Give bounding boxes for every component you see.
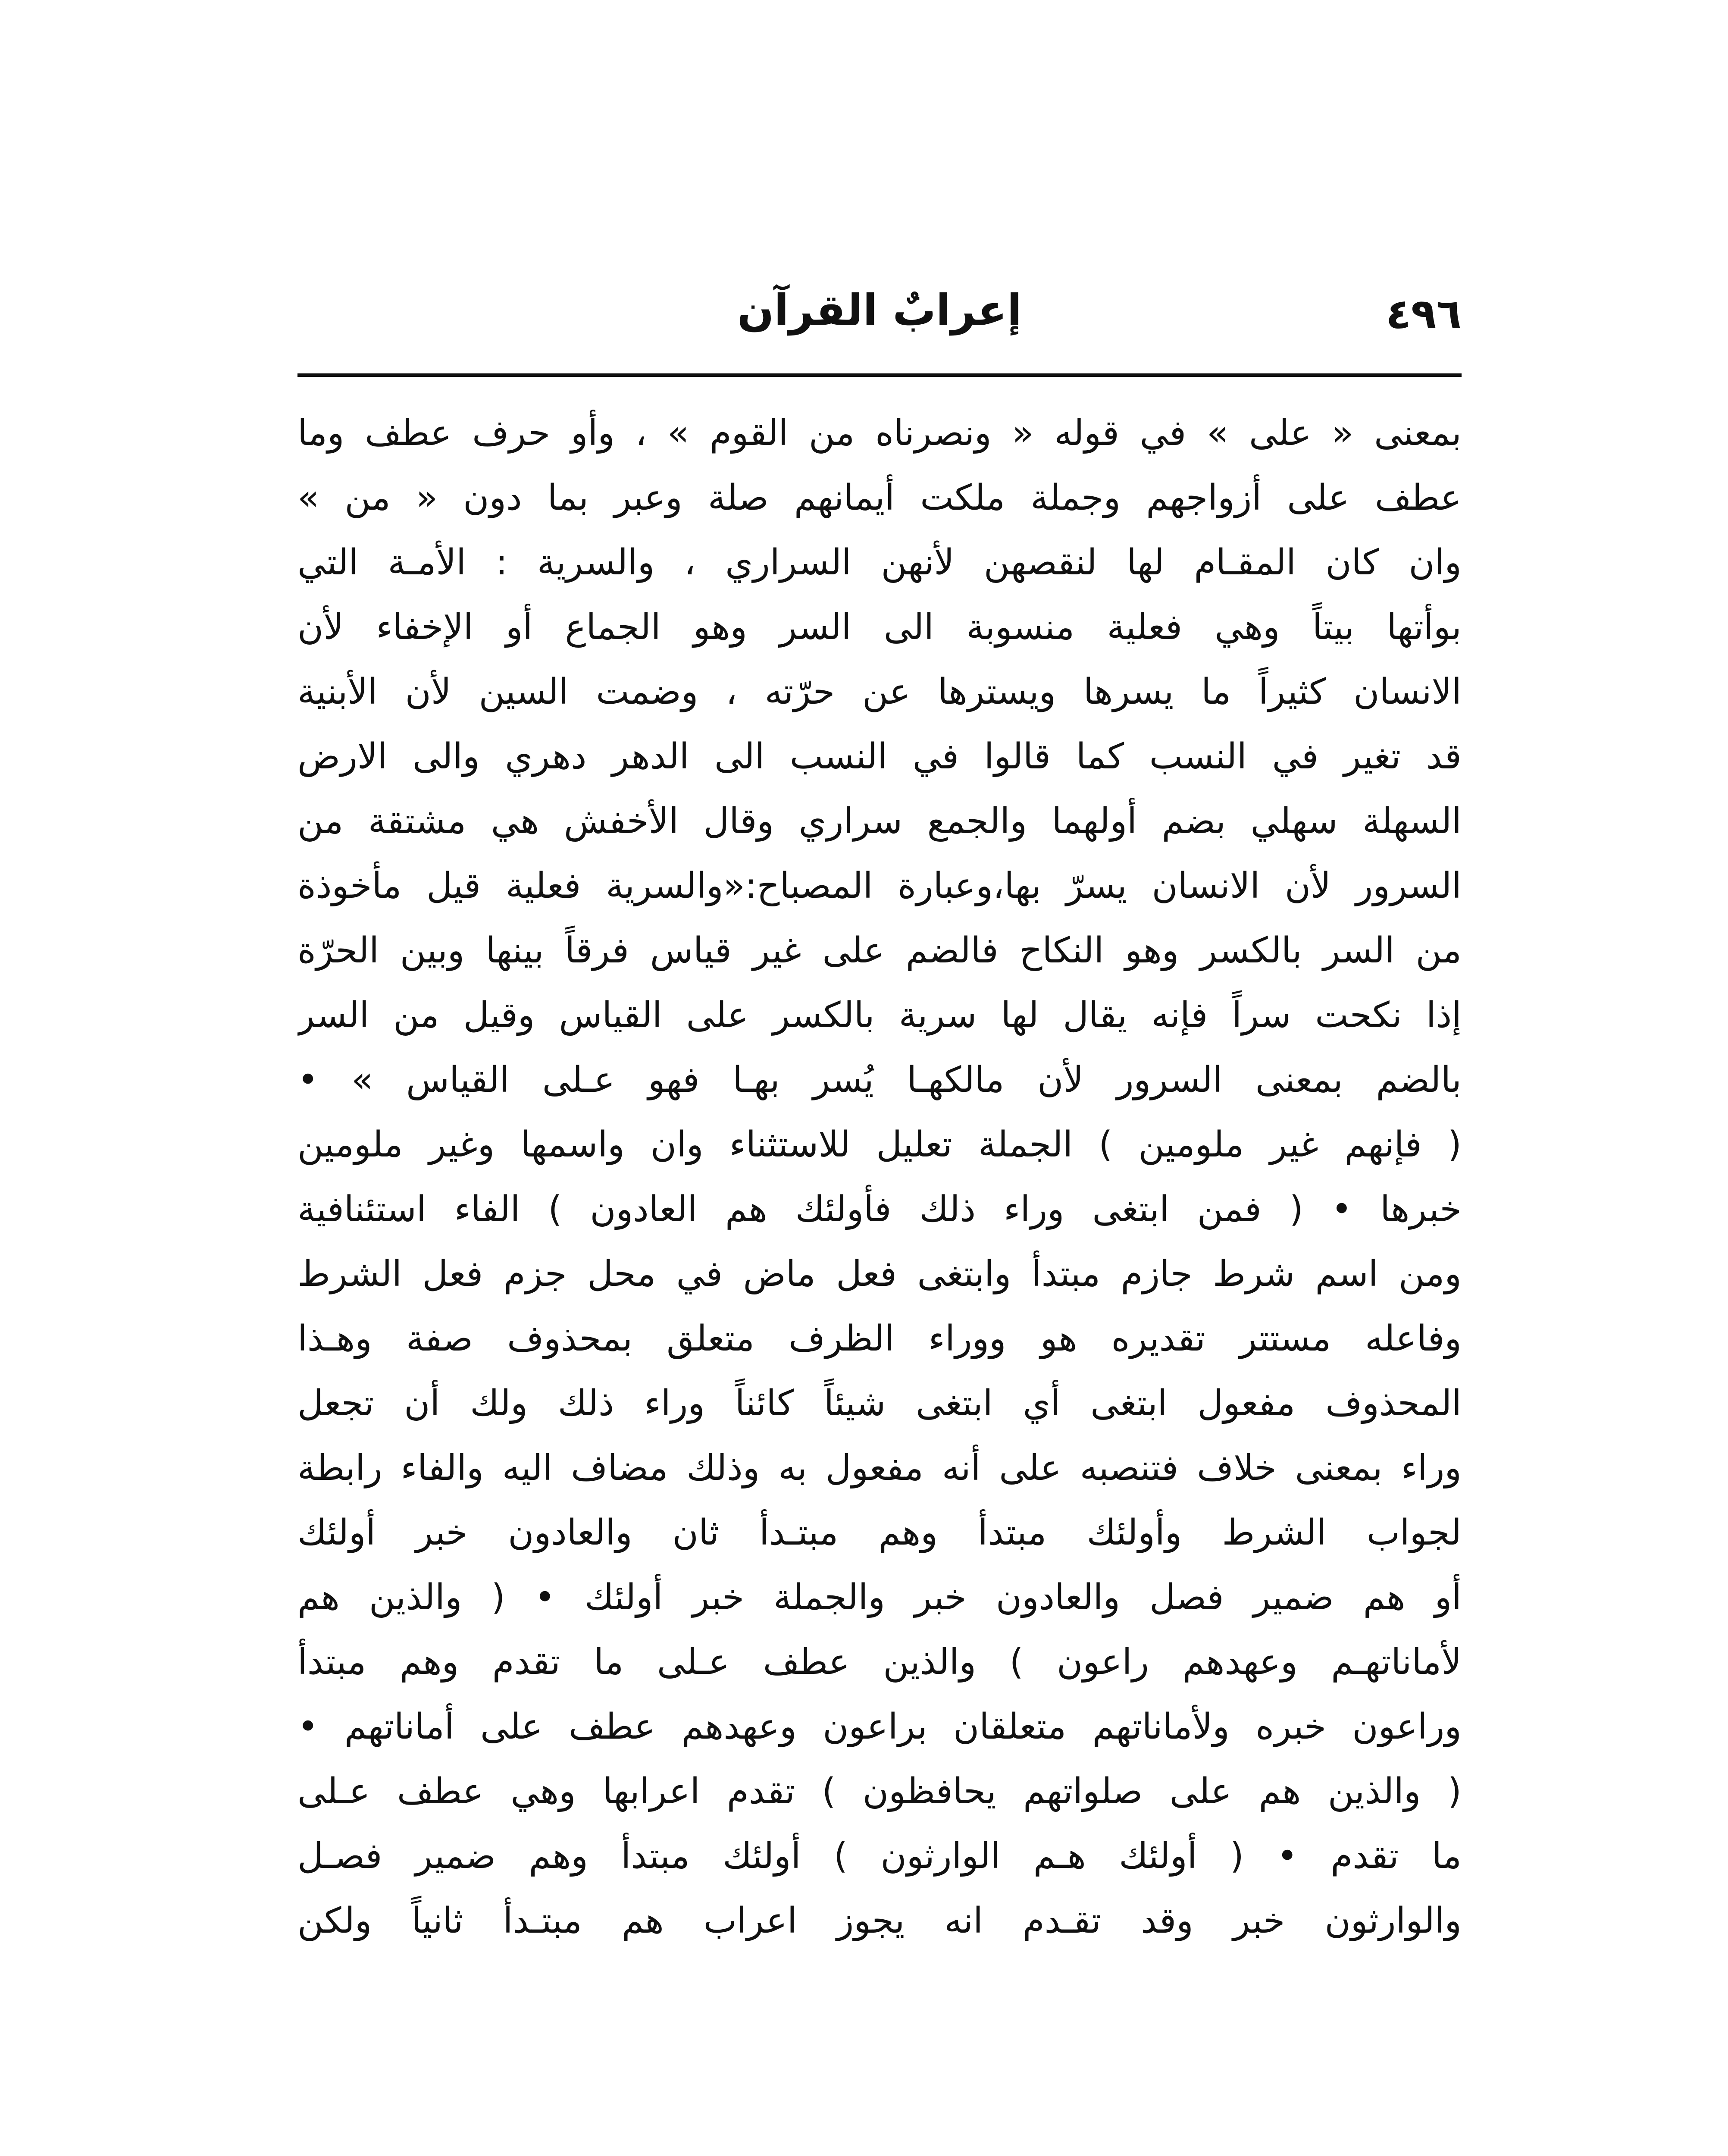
text-line: وراعون خبره ولأماناتهم متعلقان براعون وعهدهم عطف على أماناتهم • [297,1706,1462,1747]
text-line: أو هم ضمير فصل والعادون خبر والجملة خبر أولئك • ( والذين هم [297,1577,1462,1618]
text-line: بمعنى « على » في قوله « ونصرناه من القوم » ، وأو حرف عطف وما [297,413,1462,454]
text-line: خبرها • ( فمن ابتغى وراء ذلك فأولئك هم العادون ) الفاء استئنافية [297,1189,1462,1230]
text-line: السهلة سهلي بضم أولهما والجمع سراري وقال الأخفش هي مشتقة من [297,801,1462,842]
text-line: قد تغير في النسب كما قالوا في النسب الى الدهر دهري والى الارض [297,736,1462,777]
text-line: بوأتها بيتاً وهي فعلية منسوبة الى السر وهو الجماع أو الإخفاء لأن [297,607,1462,648]
header-rule [297,373,1462,377]
text-line: المحذوف مفعول ابتغى أي ابتغى شيئاً كائناً وراء ذلك ولك أن تجعل [297,1383,1462,1424]
text-line: ما تقدم • ( أولئك هـم الوارثون ) أولئك مبتدأ وهم ضمير فصـل [297,1836,1462,1877]
text-line: ومن اسم شرط جازم مبتدأ وابتغى فعل ماض في محل جزم فعل الشرط [297,1253,1462,1294]
text-line: لجواب الشرط وأولئك مبتدأ وهم مبتـدأ ثان والعادون خبر أولئك [297,1512,1462,1553]
text-line: إذا نكحت سراً فإنه يقال لها سرية بالكسر على القياس وقيل من السر [297,995,1462,1036]
page-number: ٤٩٦ [1386,290,1462,338]
text-line: من السر بالكسر وهو النكاح فالضم على غير قياس فرقاً بينها وبين الحرّة [297,930,1462,971]
text-line: الانسان كثيراً ما يسرها ويسترها عن حرّته ، وضمت السين لأن الأبنية [297,671,1462,712]
text-line: وراء بمعنى خلاف فتنصبه على أنه مفعول به وذلك مضاف اليه والفاء رابطة [297,1448,1462,1489]
text-line: بالضم بمعنى السرور لأن مالكهـا يُسر بهـا فهو عـلى القياس » • [297,1059,1462,1100]
text-line: والوارثون خبر وقد تقـدم انه يجوز اعراب هم مبتـدأ ثانياً ولكن [297,1900,1462,1941]
text-line: ( فإنهم غير ملومين ) الجملة تعليل للاستثناء وان واسمها وغير ملومين [297,1124,1462,1165]
text-line: لأماناتهـم وعهدهم راعون ) والذين عطف عـلى ما تقدم وهم مبتدأ [297,1642,1462,1683]
body-text [297,401,1462,1953]
text-line: ( والذين هم على صلواتهم يحافظون ) تقدم اعرابها وهي عطف عـلى [297,1771,1462,1812]
text-line: عطف على أزواجهم وجملة ملكت أيمانهم صلة وعبر بما دون « من » [297,477,1462,518]
page-header [297,276,1462,354]
running-title: إعرابٌ القرآن [737,285,1022,335]
text-line: السرور لأن الانسان يسرّ بها،وعبارة المصباح:«والسرية فعلية قيل مأخوذة [297,865,1462,906]
text-line: وان كان المقـام لها لنقصهن لأنهن السراري ، والسرية : الأمـة التي [297,542,1462,583]
text-line: وفاعله مستتر تقديره هو ووراء الظرف متعلق بمحذوف صفة وهـذا [297,1318,1462,1359]
